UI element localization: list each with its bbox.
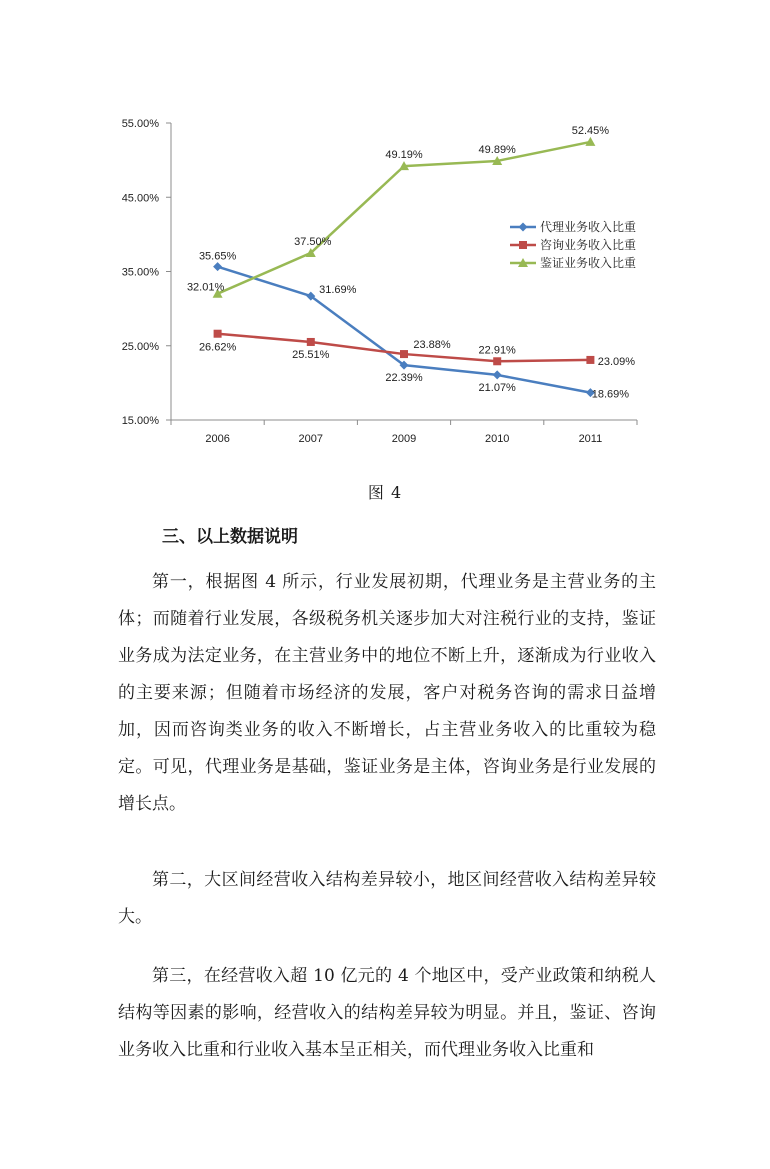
data-label-3-4: 49.89% <box>478 143 516 156</box>
y-tick-label: 25.00% <box>121 340 159 353</box>
legend-label-2: 咨询业务收入比重 <box>540 238 637 252</box>
y-tick-label: 35.00% <box>121 266 159 279</box>
x-tick-label: 2006 <box>205 433 230 445</box>
data-label-1-2: 31.69% <box>319 284 357 297</box>
data-point-2-3 <box>400 350 408 358</box>
data-label-2-1: 26.62% <box>198 341 237 354</box>
x-tick-label: 2009 <box>391 433 417 445</box>
data-label-1-1: 35.65% <box>198 250 237 263</box>
section-heading: 三、以上数据说明 <box>162 527 298 547</box>
paragraph-1: 第一，根据图 4 所示，行业发展初期，代理业务是主营业务的主体；而随着行业发展，各级税务机关逐步加大对注税行业的支持，鉴证业务成为法定业务，在主营业务中的地位不断上升，逐渐成为行业收入的主要来源；但随着市场经济的发展，客户对税务咨询的需求日益增加，因而咨询类业务的收入不断增长，占主营业务收入的比重较为稳定。可见，代理业务是基础，鉴证业务是主体，咨询业务是行业发展的增长点。 <box>118 572 656 814</box>
data-point-2-2 <box>307 338 315 346</box>
data-label-2-4: 22.91% <box>478 344 516 357</box>
data-label-2-3: 23.88% <box>413 339 451 352</box>
legend-marker-1 <box>519 223 528 232</box>
x-tick-label: 2007 <box>298 433 324 445</box>
data-label-2-5: 23.09% <box>597 355 636 368</box>
data-label-1-3: 22.39% <box>385 372 423 385</box>
data-label-3-5: 52.45% <box>571 124 610 137</box>
data-point-2-1 <box>214 330 222 338</box>
income-share-line-chart <box>0 0 770 470</box>
y-tick-label: 55.00% <box>121 118 159 130</box>
data-label-3-3: 49.19% <box>385 149 423 162</box>
legend-label-3: 鉴证业务收入比重 <box>540 256 637 270</box>
y-tick-label: 15.00% <box>121 415 159 427</box>
data-point-2-5 <box>586 356 594 364</box>
data-label-1-5: 18.69% <box>591 388 630 401</box>
data-point-1-1 <box>213 262 222 271</box>
legend-label-1: 代理业务收入比重 <box>540 220 637 234</box>
data-label-3-2: 37.50% <box>294 235 332 248</box>
data-label-2-2: 25.51% <box>292 348 330 361</box>
paragraph-2: 第二，大区间经营收入结构差异较小，地区间经营收入结构差异较大。 <box>118 870 656 927</box>
data-label-3-1: 32.01% <box>186 281 225 294</box>
paragraph-3: 第三，在经营收入超 10 亿元的 4 个地区中，受产业政策和纳税人结构等因素的影响，经营收入的结构差异较为明显。并且，鉴证、咨询业务收入比重和行业收入基本呈正相关，而代理业务收入比重和 <box>118 966 656 1060</box>
figure-caption: 图 4 <box>367 483 403 502</box>
x-tick-label: 2010 <box>484 433 510 445</box>
y-tick-label: 45.00% <box>121 192 159 205</box>
data-point-1-4 <box>493 370 502 379</box>
data-point-2-4 <box>493 357 501 365</box>
legend-marker-2 <box>519 241 527 249</box>
data-label-1-4: 21.07% <box>478 381 516 394</box>
x-tick-label: 2011 <box>578 433 603 445</box>
